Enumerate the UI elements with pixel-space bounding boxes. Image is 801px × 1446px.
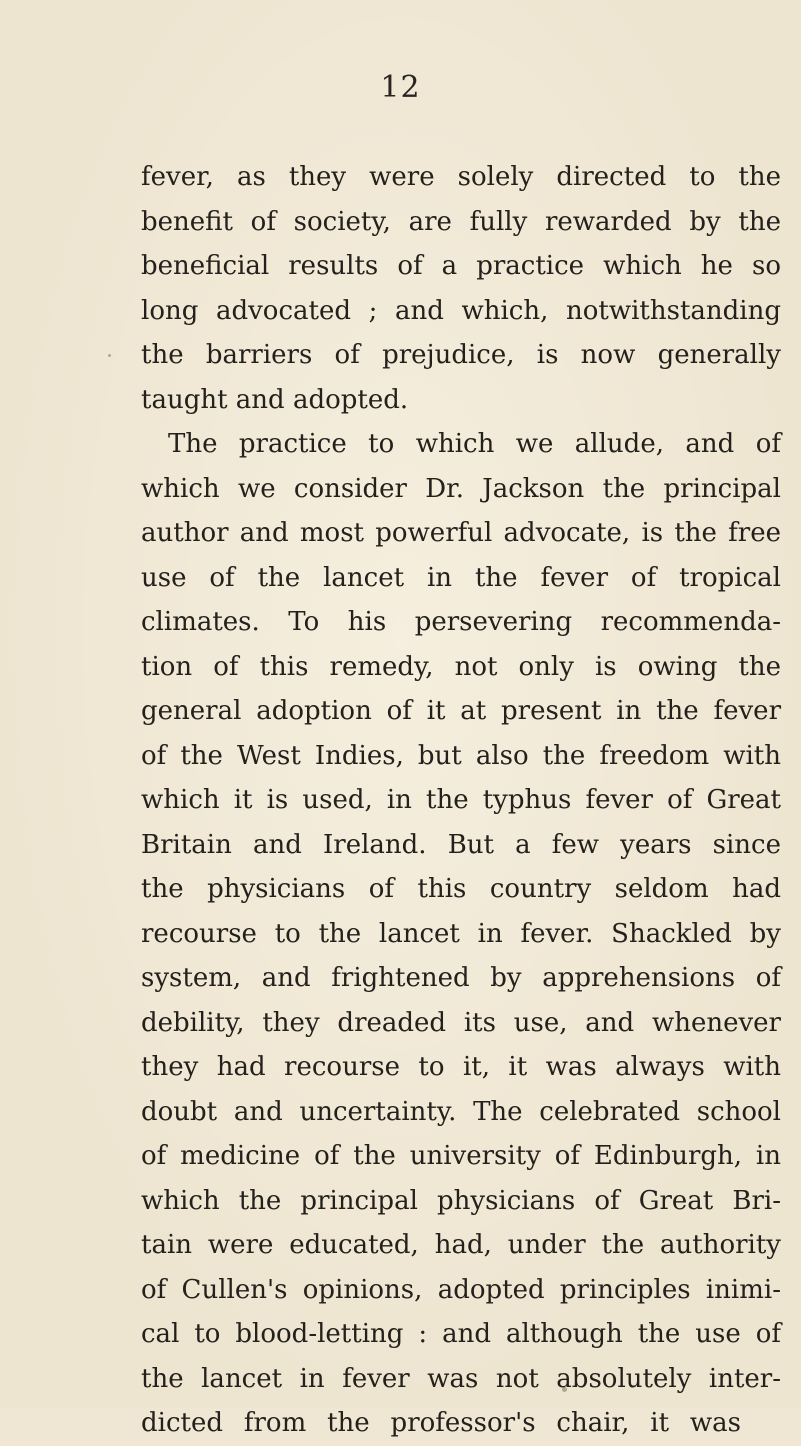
paper-speck	[562, 1387, 567, 1392]
text-line: long advocated ; and which, notwithstanding	[141, 295, 781, 326]
text-line: use of the lancet in the fever of tropical	[141, 562, 781, 593]
text-line: recourse to the lancet in fever. Shackled by	[141, 918, 781, 949]
text-line: the lancet in fever was not absolutely inter-	[141, 1363, 781, 1394]
text-line: doubt and uncertainty. The celebrated school	[141, 1096, 781, 1127]
text-line: which it is used, in the typhus fever of Great	[141, 785, 781, 815]
text-line: cal to blood-letting : and although the use of	[141, 1319, 781, 1349]
text-line: climates. To his persevering recommenda-	[141, 607, 781, 637]
text-line: taught and adopted.	[141, 384, 409, 415]
paper-speck	[108, 354, 111, 357]
text-line: fever, as they were solely directed to the	[141, 162, 781, 192]
text-line: of medicine of the university of Edinburgh, in	[141, 1141, 781, 1171]
text-line: general adoption of it at present in the fever	[141, 696, 781, 726]
text-line: dicted from the professor's chair, it was	[141, 1408, 741, 1438]
page-number: 12	[380, 70, 421, 105]
paragraph-start-line: The practice to which we allude, and of	[168, 429, 781, 459]
text-line: debility, they dreaded its use, and whenever	[141, 1007, 781, 1038]
body-text	[141, 155, 781, 1446]
text-line: tain were educated, had, under the authority	[141, 1230, 781, 1260]
text-line: they had recourse to it, it was always with	[141, 1052, 781, 1082]
text-line: benefit of society, are fully rewarded by the	[141, 206, 781, 237]
text-line: of the West Indies, but also the freedom with	[141, 740, 781, 771]
text-line: Britain and Ireland. But a few years since	[141, 829, 781, 860]
text-line: the physicians of this country seldom had	[141, 874, 781, 904]
text-line: the barriers of prejudice, is now generally	[141, 340, 781, 370]
text-line: which we consider Dr. Jackson the principal	[141, 473, 781, 504]
text-line: of Cullen's opinions, adopted principles inimi-	[141, 1274, 781, 1305]
text-line: system, and frightened by apprehensions of	[141, 963, 781, 993]
text-line: beneficial results of a practice which he so	[141, 251, 781, 281]
text-line: tion of this remedy, not only is owing the	[141, 651, 781, 682]
text-line: author and most powerful advocate, is the free	[141, 518, 781, 548]
text-line: which the principal physicians of Great Bri-	[141, 1185, 781, 1216]
